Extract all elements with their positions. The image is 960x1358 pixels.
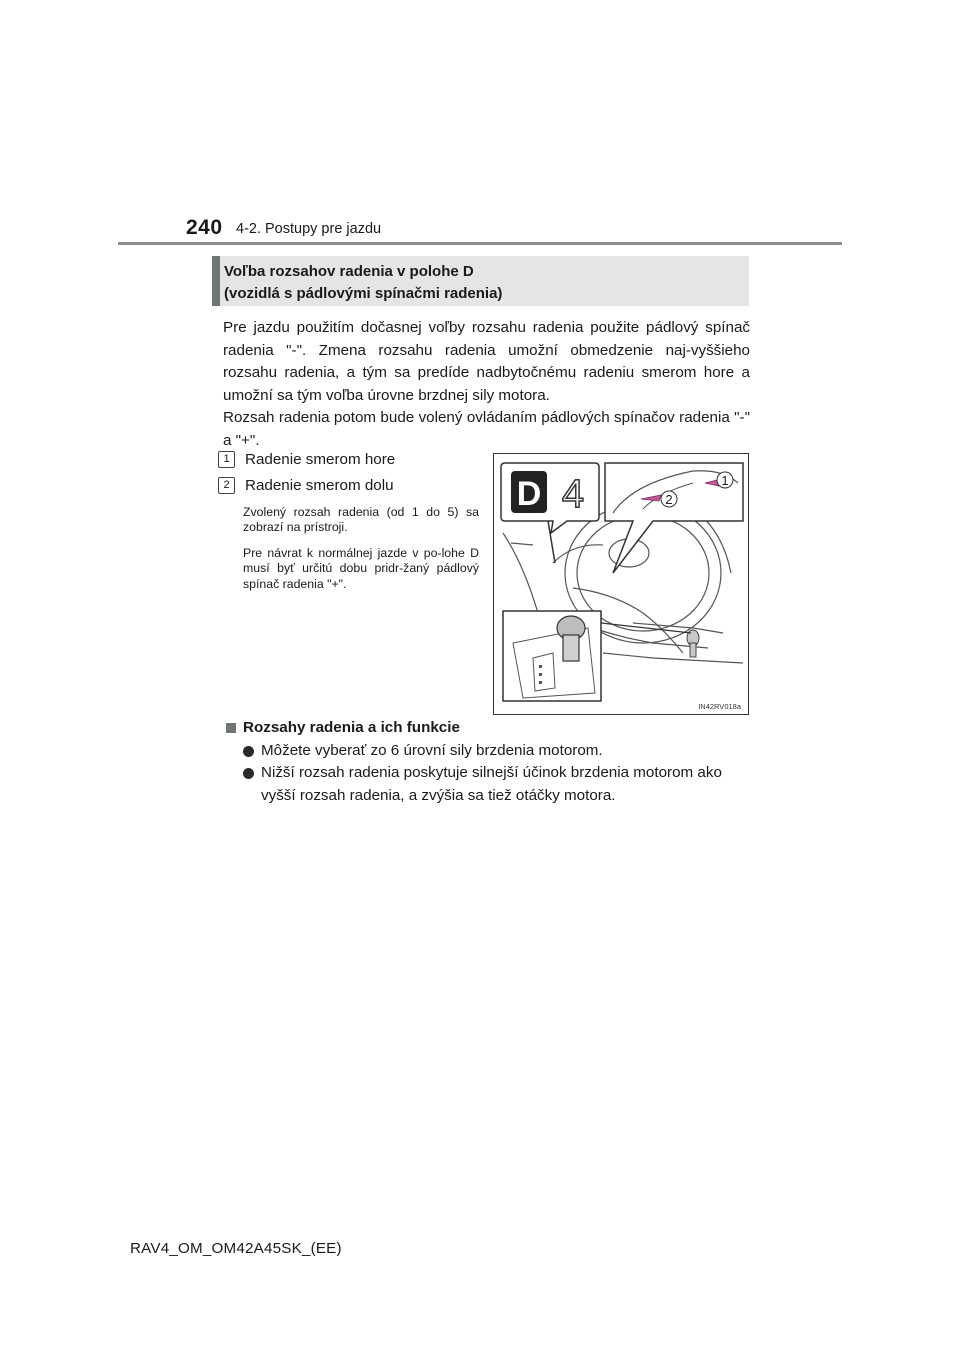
- subsection-heading-text: Rozsahy radenia a ich funkcie: [243, 719, 460, 736]
- step-2: [218, 477, 394, 494]
- display-letter: D: [516, 475, 542, 513]
- section-label: 4-2. Postupy pre jazdu: [236, 221, 382, 237]
- header-rule: [118, 242, 842, 245]
- intro-paragraph-2: Rozsah radenia potom bude volený ovládaním pádlových spínačov radenia "-" a "+".: [223, 409, 750, 449]
- callout-1: 1: [721, 473, 729, 488]
- intro-text: [223, 317, 750, 453]
- intro-paragraph-1: Pre jazdu použitím dočasnej voľby rozsahu radenia použite pádlový spínač radenia "-". Zmena rozsahu radenia umožní obmedzenie naj-vyššieho rozsahu radenia, a tým sa predíde nadbytočnému radeniu smerom hore a umožní sa tým voľba úrovne brzdnej sily motora.: [223, 319, 750, 404]
- square-bullet-icon: [226, 723, 236, 733]
- step-text: Radenie smerom hore: [245, 451, 396, 468]
- callout-2: 2: [665, 492, 673, 507]
- title-line-2: (vozidlá s pádlovými spínačmi radenia): [224, 285, 503, 302]
- footer-doc-code: RAV4_OM_OM42A45SK_(EE): [130, 1240, 342, 1257]
- figure-code: IN42RV018a: [698, 702, 741, 711]
- bullet-text: Nižší rozsah radenia poskytuje silnejší účinok brzdenia motorom ako vyšší rozsah radenia, a zvýšia sa tiež otáčky motora.: [261, 764, 722, 804]
- title-line-1: Voľba rozsahov radenia v polohe D: [224, 263, 474, 280]
- step-text: Radenie smerom dolu: [245, 477, 394, 494]
- note-1: Zvolený rozsah radenia (od 1 do 5) sa zobrazí na prístroji.: [243, 505, 479, 535]
- bullet-dot-icon: [243, 746, 254, 757]
- bullet-text: Môžete vyberať zo 6 úrovní sily brzdenia motorom.: [261, 742, 603, 759]
- step-number-badge: 2: [218, 477, 235, 494]
- step-number-badge: 1: [218, 451, 235, 468]
- bullet-item-2: [243, 762, 753, 807]
- title-accent-bar: [212, 256, 220, 306]
- subsection-heading: [226, 719, 460, 736]
- paddle-shifter-illustration: [493, 453, 749, 715]
- bullet-item-1: [243, 740, 753, 763]
- bullet-dot-icon: [243, 768, 254, 779]
- step-1: [218, 451, 395, 468]
- display-number: 4: [561, 472, 585, 516]
- page-number: 240: [186, 216, 223, 239]
- note-2: Pre návrat k normálnej jazde v po-lohe D musí byť určitú dobu pridr-žaný pádlový spínač radenia "+".: [243, 546, 479, 591]
